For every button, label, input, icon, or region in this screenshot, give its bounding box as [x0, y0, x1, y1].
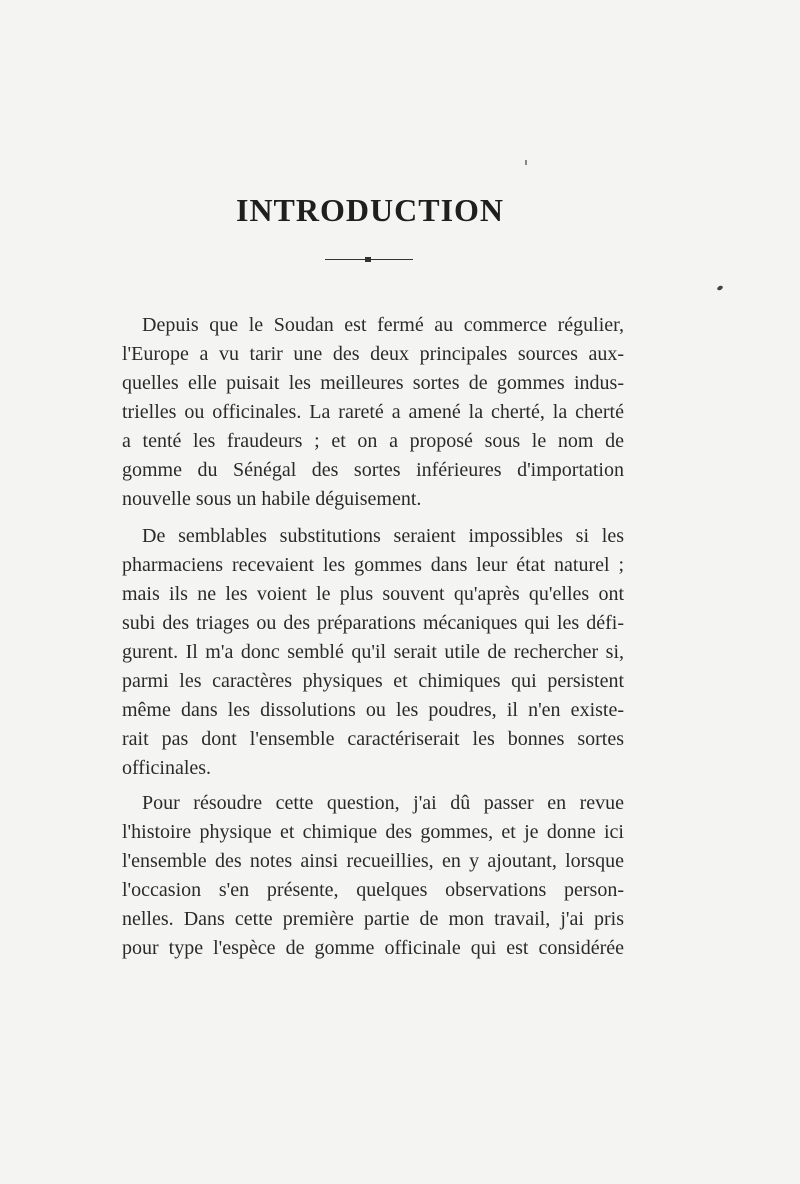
text-line: l'Europe a vu tarir une des deux principales sources aux-	[122, 343, 624, 365]
title-ornament-rule	[325, 257, 413, 263]
text-line: quelles elle puisait les meilleures sortes de gommes indus-	[122, 372, 624, 394]
text-line: subi des triages ou des préparations mécaniques qui les défi-	[122, 612, 624, 634]
text-line: l'histoire physique et chimique des gommes, et je donne ici	[122, 821, 624, 843]
paragraph-3	[122, 789, 624, 963]
text-line: même dans les dissolutions ou les poudres, il n'en existe-	[122, 699, 624, 721]
text-line: gurent. Il m'a donc semblé qu'il serait utile de rechercher si,	[122, 641, 624, 663]
text-line: nouvelle sous un habile déguisement.	[122, 488, 422, 510]
page-title: INTRODUCTION	[235, 192, 505, 228]
text-line: l'ensemble des notes ainsi recueillies, en y ajoutant, lorsque	[122, 850, 624, 872]
text-line: officinales.	[122, 757, 212, 779]
text-line: De semblables substitutions seraient impossibles si les	[142, 525, 624, 547]
text-line: Pour résoudre cette question, j'ai dû passer en revue	[142, 792, 624, 814]
ink-speck	[716, 285, 723, 291]
text-line: parmi les caractères physiques et chimiques qui persistent	[122, 670, 624, 692]
text-line: l'occasion s'en présente, quelques observations person-	[122, 879, 624, 901]
text-line: Depuis que le Soudan est fermé au commerce régulier,	[142, 314, 624, 336]
text-line: trielles ou officinales. La rareté a amené la cherté, la cherté	[122, 401, 624, 423]
text-line: a tenté les fraudeurs ; et on a proposé sous le nom de	[122, 430, 624, 452]
text-line: gomme du Sénégal des sortes inférieures d'importation	[122, 459, 624, 481]
text-line: pharmaciens recevaient les gommes dans leur état naturel ;	[122, 554, 624, 576]
print-speck	[525, 160, 527, 165]
text-line: mais ils ne les voient le plus souvent qu'après qu'elles ont	[122, 583, 624, 605]
paragraph-2	[122, 522, 624, 783]
paragraph-1	[122, 311, 624, 514]
text-line: nelles. Dans cette première partie de mon travail, j'ai pris	[122, 908, 624, 930]
text-line: pour type l'espèce de gomme officinale qui est considérée	[122, 937, 624, 959]
text-line: rait pas dont l'ensemble caractériserait les bonnes sortes	[122, 728, 624, 750]
